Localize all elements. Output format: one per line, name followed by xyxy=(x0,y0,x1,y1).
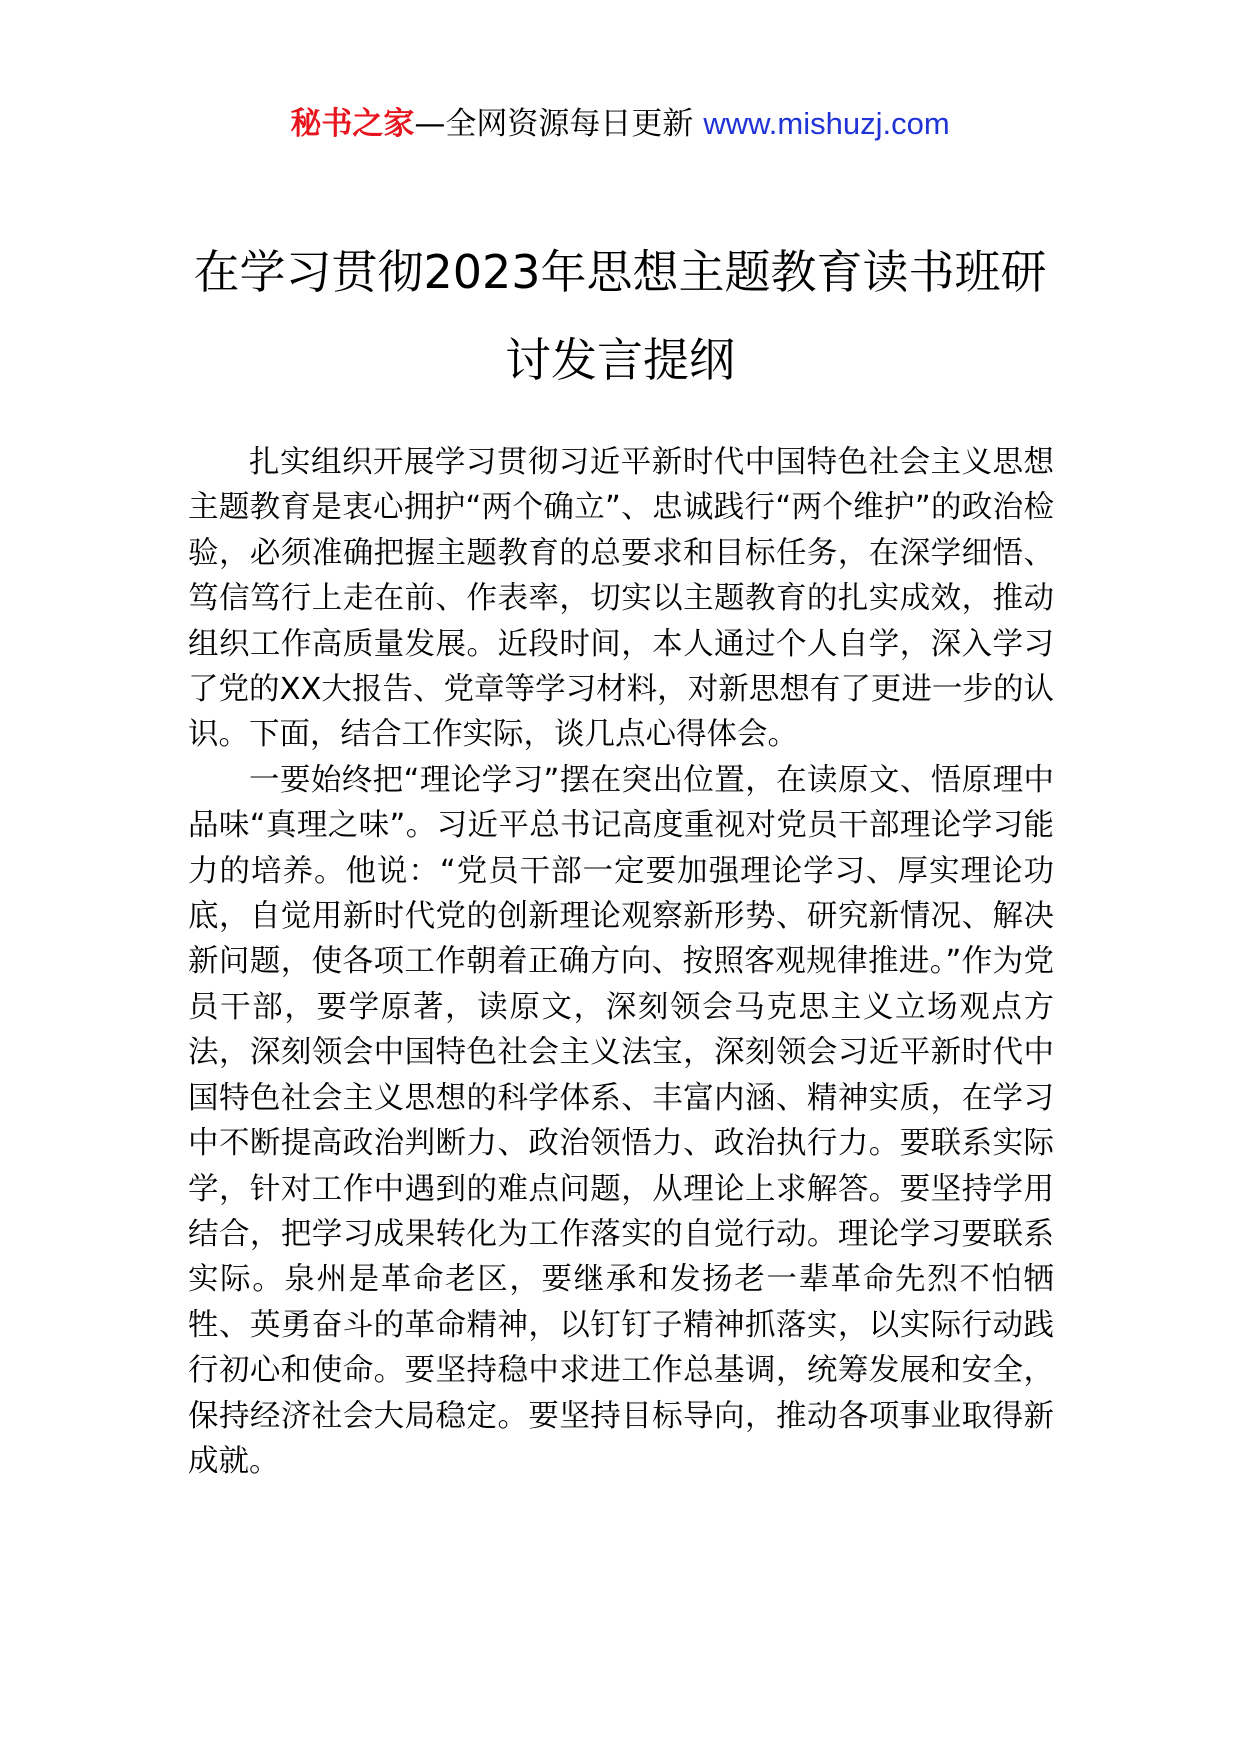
title-line-2: 讨发言提纲 xyxy=(505,333,735,387)
site-url-link[interactable]: www.mishuzj.com xyxy=(703,106,950,141)
brand-name: 秘书之家 xyxy=(290,106,415,142)
header-tagline: —全网资源每日更新 xyxy=(414,106,694,142)
title-line-1: 在学习贯彻2023年思想主题教育读书班研 xyxy=(193,245,1047,299)
paragraph-theory-study: 一要始终把“理论学习”摆在突出位置，在读原文、悟原理中品味“真理之味”。习近平总书记高度重视对党员干部理论学习能力的培养。他说：“党员干部一定要加强理论学习、厚实理论功底，自觉用新时代党的创新理论观察新形势、研究新情况、解决新问题，使各项工作朝着正确方向、按照客观规律推进。”作为党员干部，要学原著，读原文，深刻领会马克思主义立场观点方法，深刻领会中国特色社会主义法宝，深刻领会习近平新时代中国特色社会主义思想的科学体系、丰富内涵、精神实质，在学习中不断提高政治判断力、政治领悟力、政治执行力。要联系实际学，针对工作中遇到的难点问题，从理论上求解答。要坚持学用结合，把学习成果转化为工作落实的自觉行动。理论学习要联系实际。泉州是革命老区，要继承和发扬老一辈革命先烈不怕牺牲、英勇奋斗的革命精神，以钉钉子精神抓落实，以实际行动践行初心和使命。要坚持稳中求进工作总基调，统筹发展和安全，保持经济社会大局稳定。要坚持目标导向，推动各项事业取得新成就。 xyxy=(188,762,1054,1479)
paragraph-intro: 扎实组织开展学习贯彻习近平新时代中国特色社会主义思想主题教育是衷心拥护“两个确立”、忠诚践行“两个维护”的政治检验，必须准确把握主题教育的总要求和目标任务，在深学细悟、笃信笃行上走在前、作表率，切实以主题教育的扎实成效，推动组织工作高质量发展。近段时间，本人通过个人自学，深入学习了党的XX大报告、党章等学习材料，对新思想有了更进一步的认识。下面，结合工作实际，谈几点心得体会。 xyxy=(188,445,1054,753)
document-body xyxy=(188,440,1054,1484)
document-title xyxy=(180,228,1060,404)
site-header-banner xyxy=(0,100,1240,148)
